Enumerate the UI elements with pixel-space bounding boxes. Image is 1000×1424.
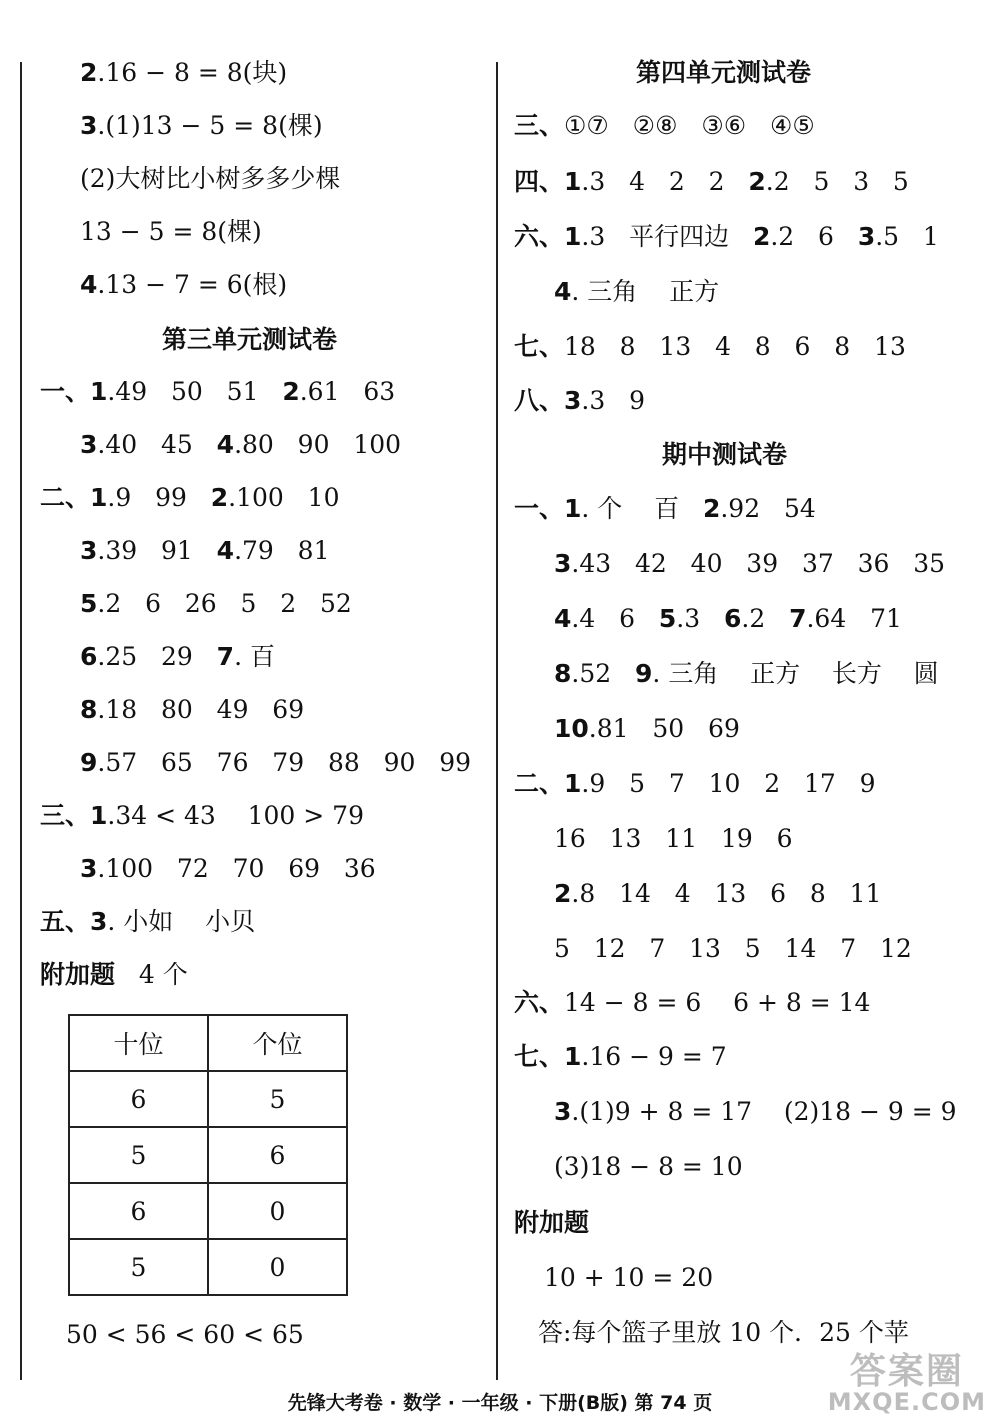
answer-line: 三、1.34 < 43 100 > 79	[40, 801, 364, 830]
table-row	[69, 1239, 347, 1295]
bonus-label: 附加题	[514, 1208, 590, 1237]
answer-line: 16 13 11 19 6	[554, 824, 793, 853]
answer-line: 一、1. 个 百 2.92 54	[514, 494, 816, 523]
answer-line: 9.57 65 76 79 88 90 99	[80, 748, 472, 777]
answer-line: 6.25 29 7. 百	[80, 642, 275, 671]
table-header: 个位	[208, 1015, 347, 1071]
answer-line: 3.39 91 4.79 81	[80, 536, 330, 565]
answer-line: 4. 三角 正方	[554, 277, 720, 306]
table-cell: 0	[208, 1183, 347, 1239]
bonus-equation: 10 + 10 = 20	[544, 1263, 714, 1292]
table-header-row	[69, 1015, 347, 1071]
answer-line: 四、1.3 4 2 2 2.2 5 3 5	[514, 167, 909, 196]
answer-line: 4.13 − 7 = 6(根)	[80, 270, 288, 299]
answer-line: 3.43 42 40 39 37 36 35	[554, 549, 946, 578]
place-value-table	[68, 1014, 348, 1296]
answer-line: 3.(1)13 − 5 = 8(棵)	[80, 111, 323, 140]
answer-line: (3)18 − 8 = 10	[554, 1152, 743, 1181]
answer-line: (2)大树比小树多多少棵	[80, 164, 341, 193]
answer-line: 七、18 8 13 4 8 6 8 13	[514, 332, 906, 361]
answer-line: 5 12 7 13 5 14 7 12	[554, 934, 912, 963]
answer-line: 3.40 45 4.80 90 100	[80, 430, 402, 459]
answer-line: 六、1.3 平行四边 2.2 6 3.5 1	[514, 222, 939, 251]
table-row	[69, 1127, 347, 1183]
section-title-unit4: 第四单元测试卷	[636, 58, 812, 87]
answer-line: 三、①⑦ ②⑧ ③⑥ ④⑤	[514, 111, 815, 140]
answer-line: 8.18 80 49 69	[80, 695, 305, 724]
answer-line: 2.8 14 4 13 6 8 11	[554, 879, 882, 908]
inequality-line: 50 < 56 < 60 < 65	[66, 1320, 304, 1349]
table-cell: 5	[69, 1239, 208, 1295]
table-cell: 6	[208, 1127, 347, 1183]
answer-line: 4.4 6 5.3 6.2 7.64 71	[554, 604, 902, 633]
answer-line: 五、3. 小如 小贝	[40, 907, 256, 936]
answer-line: 二、1.9 5 7 10 2 17 9	[514, 769, 876, 798]
bonus-answer: 答:每个篮子里放 10 个．25 个苹	[538, 1318, 909, 1347]
watermark-text: 答案圈	[849, 1351, 964, 1392]
table-cell: 6	[69, 1183, 208, 1239]
answer-line: 8.52 9. 三角 正方 长方 圆	[554, 659, 939, 688]
table-cell: 6	[69, 1071, 208, 1127]
section-title-midterm: 期中测试卷	[662, 440, 788, 469]
table-cell: 0	[208, 1239, 347, 1295]
table-cell: 5	[208, 1071, 347, 1127]
answer-line: 二、1.9 99 2.100 10	[40, 483, 340, 512]
answer-line: 3.(1)9 + 8 = 17 (2)18 − 9 = 9	[554, 1097, 957, 1126]
table-row	[69, 1071, 347, 1127]
answer-line: 七、1.16 − 9 = 7	[514, 1042, 727, 1071]
bonus-label: 附加题	[40, 960, 116, 989]
answer-line: 13 − 5 = 8(棵)	[80, 217, 262, 246]
left-margin-rule	[20, 62, 22, 1380]
page-footer: 先锋大考卷 · 数学 · 一年级 · 下册(B版) 第 74 页	[287, 1392, 713, 1414]
watermark-url: MXQE.COM	[827, 1388, 986, 1416]
table-cell: 5	[69, 1127, 208, 1183]
answer-line: 5.2 6 26 5 2 52	[80, 589, 352, 618]
section-title-unit3: 第三单元测试卷	[162, 325, 338, 354]
answer-line: 10.81 50 69	[554, 714, 740, 743]
answer-line: 八、3.3 9	[514, 386, 646, 415]
watermark-logo	[827, 1351, 986, 1416]
answer-line: 六、14 − 8 = 6 6 + 8 = 14	[514, 988, 871, 1017]
bonus-line	[40, 960, 188, 990]
answer-line: 2.16 − 8 = 8(块)	[80, 58, 288, 87]
answer-line: 一、1.49 50 51 2.61 63	[40, 377, 396, 406]
bonus-answer: 4 个	[138, 960, 188, 989]
column-divider	[496, 62, 498, 1380]
table-header: 十位	[69, 1015, 208, 1071]
answer-line: 3.100 72 70 69 36	[80, 854, 376, 883]
table-row	[69, 1183, 347, 1239]
